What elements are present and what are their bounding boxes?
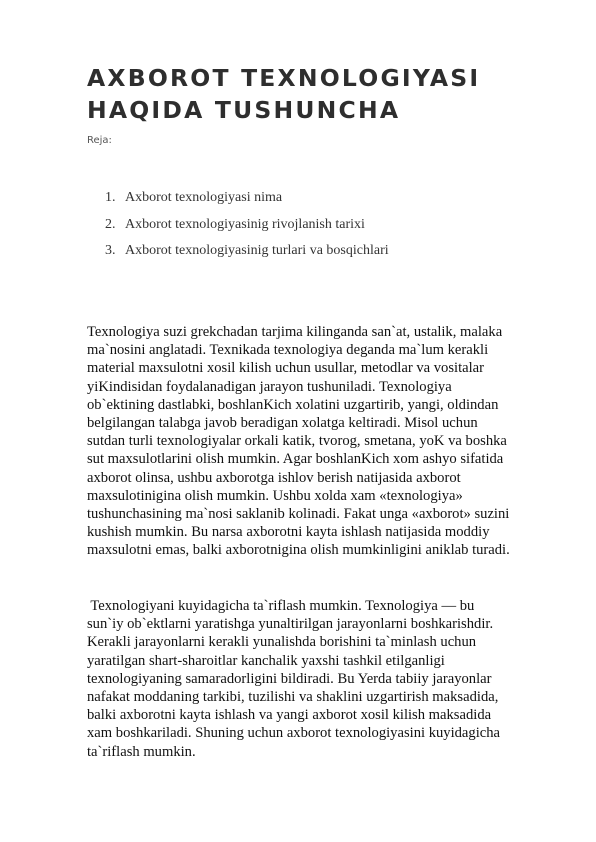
paragraph-line: yiKindisidan foydalanadigan jarayon tushuniladi. Texnologiya	[87, 378, 452, 395]
paragraph-line: ob`ektining dastlabki, boshlanKich xolatini uzgartirib, yangi, oldindan	[87, 396, 499, 413]
plan-heading: Reja:	[87, 135, 112, 146]
paragraph-line: yaratilgan shart-sharoitlar kanchalik yaxshi tashkil etilganligi	[87, 652, 445, 669]
paragraph-line: tushunchasining ma`nosi saklanib kolinadi. Fakat unga «axborot» suzini	[87, 506, 510, 523]
plan-item-text: Axborot texnologiyasinig turlari va bosqichlari	[125, 243, 389, 258]
plan-item-text: Axborot texnologiyasi nima	[125, 190, 283, 205]
plan-list	[105, 188, 389, 268]
paragraph-line: kushish mumkin. Bu narsa axborotni kayta ishlash natijasida moddiy	[87, 524, 490, 541]
paragraph-1	[87, 323, 567, 560]
plan-item-number: 3.	[105, 243, 116, 258]
plan-item	[105, 188, 389, 215]
paragraph-line: material maxsulotni xosil kilish uchun usullar, metodlar va vositalar	[87, 360, 485, 377]
paragraph-line: ta`riflash mumkin.	[87, 743, 196, 760]
paragraph-line: Kerakli jarayonlarni kerakli yunalishda borishini ta`minlash uchun	[87, 634, 477, 651]
paragraph-line: xam boshkariladi. Shuning uchun axborot texnologiyasini kuyidagicha	[87, 725, 501, 742]
paragraph-line: texnologiyaning samaradorligini bildiradi. Bu Yerda tabiiy jarayonlar	[87, 670, 492, 687]
paragraph-line: ma`nosini anglatadi. Texnikada texnologiya deganda ma`lum kerakli	[87, 342, 489, 359]
document-title	[87, 62, 547, 126]
paragraph-line: sutdan turli texnologiyalar orkali katik, tvorog, smetana, yoK va boshka	[87, 433, 507, 450]
paragraph-line: belgilangan talabga javob beradigan xolatga keltiradi. Misol uchun	[87, 415, 478, 432]
paragraph-2	[87, 597, 567, 761]
paragraph-line: sut maxsulotlarini olish mumkin. Agar boshlanKich xom ashyo sifatida	[87, 451, 504, 468]
plan-item-number: 2.	[105, 216, 116, 232]
plan-item	[105, 215, 389, 242]
paragraph-line: nafakat moddaning tarkibi, tuzilishi va shaklini uzgartirish maksadida,	[87, 689, 499, 706]
paragraph-line: sun`iy ob`ektlarni yaratishga yunaltirilgan jarayonlarni boshkarishdir.	[87, 616, 494, 633]
plan-item-text: Axborot texnologiyasinig rivojlanish tarixi	[125, 216, 365, 232]
paragraph-line: axborot olinsa, ushbu axborotga ishlov berish natijasida axborot	[87, 469, 461, 486]
title-line-1: AXBOROT TEXNOLOGIYASI	[87, 64, 481, 92]
paragraph-line: Texnologiyani kuyidagicha ta`riflash mumkin. Texnologiya — bu	[87, 598, 475, 614]
paragraph-line: Texnologiya suzi grekchadan tarjima kilinganda san`at, ustalik, malaka	[87, 324, 503, 340]
paragraph-line: maxsulotni emas, balki axborotnigina olish mumkinligini aniklab turadi.	[87, 542, 510, 559]
paragraph-line: maxsulotinigina olish mumkin. Ushbu xolda xam «texnologiya»	[87, 487, 463, 504]
title-line-2: HAQIDA TUSHUNCHA	[87, 96, 401, 124]
plan-item-number: 1.	[105, 190, 116, 205]
paragraph-line: balki axborotni kayta ishlash va yangi axborot xosil kilish maksadida	[87, 707, 492, 724]
plan-item	[105, 241, 389, 268]
